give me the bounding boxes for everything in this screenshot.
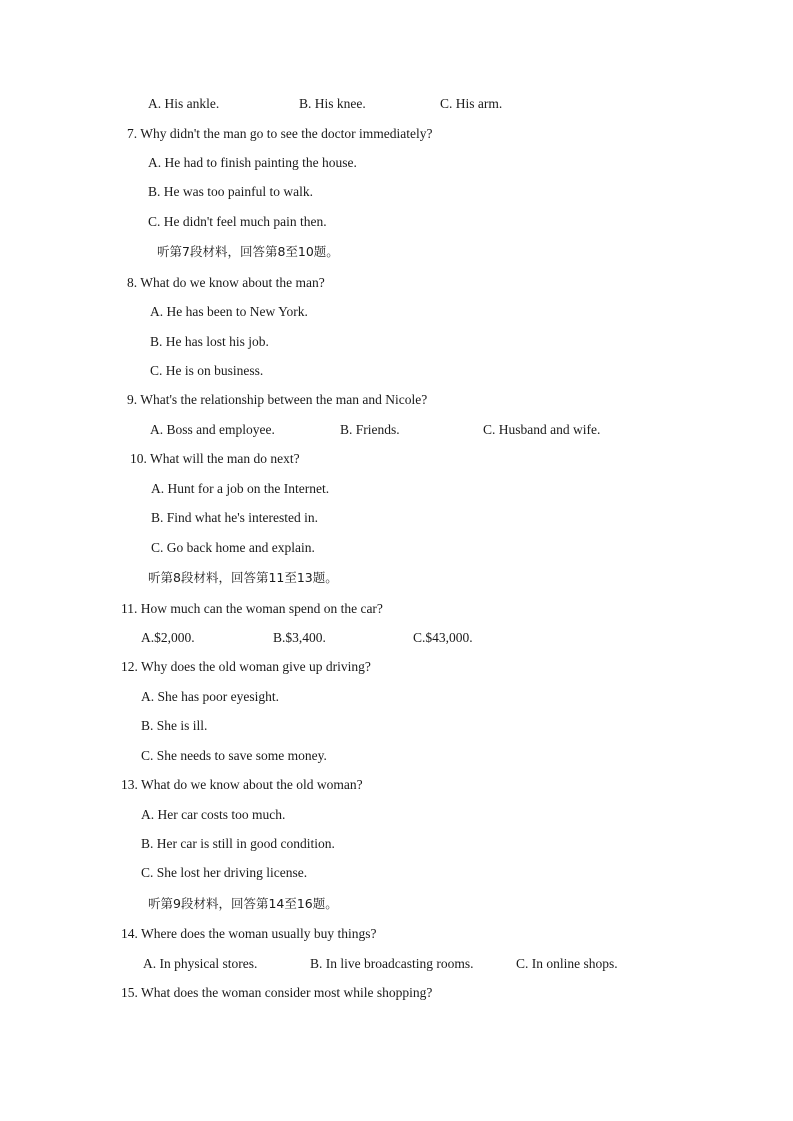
q7-option-c: C. He didn't feel much pain then. xyxy=(148,214,327,229)
q11-question: 11. How much can the woman spend on the car? xyxy=(121,601,383,616)
q13-question: 13. What do we know about the old woman? xyxy=(121,777,363,792)
q10-question: 10. What will the man do next? xyxy=(130,451,300,466)
q14-option-b: B. In live broadcasting rooms. xyxy=(310,956,474,971)
q12-question: 12. Why does the old woman give up driving? xyxy=(121,659,371,674)
q13-option-b: B. Her car is still in good condition. xyxy=(141,836,335,851)
q12-option-c: C. She needs to save some money. xyxy=(141,748,327,763)
q9-question: 9. What's the relationship between the man and Nicole? xyxy=(127,392,428,407)
q14-option-c: C. In online shops. xyxy=(516,956,618,971)
q14-question: 14. Where does the woman usually buy things? xyxy=(121,926,377,941)
q12-option-a: A. She has poor eyesight. xyxy=(141,689,279,704)
q8-option-b: B. He has lost his job. xyxy=(150,334,269,349)
q10-option-b: B. Find what he's interested in. xyxy=(151,510,319,525)
q8-option-a: A. He has been to New York. xyxy=(150,304,308,319)
q13-option-c: C. She lost her driving license. xyxy=(141,865,308,880)
q7-question: 7. Why didn't the man go to see the doctor immediately? xyxy=(127,126,433,141)
q13-option-a: A. Her car costs too much. xyxy=(141,807,286,822)
q9-option-b: B. Friends. xyxy=(340,422,400,437)
section-9-heading: 听第9段材料，回答第14至16题。 xyxy=(148,896,338,911)
q7-option-b: B. He was too painful to walk. xyxy=(148,184,313,199)
q15-question: 15. What does the woman consider most while shopping? xyxy=(121,985,433,1000)
q6-option-c: C. His arm. xyxy=(440,96,503,111)
q9-option-c: C. Husband and wife. xyxy=(483,422,601,437)
q11-option-b: B.$3,400. xyxy=(273,630,326,645)
q6-option-b: B. His knee. xyxy=(299,96,366,111)
q11-option-a: A.$2,000. xyxy=(141,630,195,645)
q12-option-b: B. She is ill. xyxy=(141,718,208,733)
q6-option-a: A. His ankle. xyxy=(148,96,220,111)
q9-option-a: A. Boss and employee. xyxy=(150,422,275,437)
q7-option-a: A. He had to finish painting the house. xyxy=(148,155,357,170)
q8-question: 8. What do we know about the man? xyxy=(127,275,325,290)
q14-option-a: A. In physical stores. xyxy=(143,956,258,971)
section-7-heading: 听第7段材料，回答第8至10题。 xyxy=(157,244,339,259)
q8-option-c: C. He is on business. xyxy=(150,363,264,378)
q10-option-a: A. Hunt for a job on the Internet. xyxy=(151,481,330,496)
q11-option-c: C.$43,000. xyxy=(413,630,473,645)
section-8-heading: 听第8段材料，回答第11至13题。 xyxy=(148,570,338,585)
q10-option-c: C. Go back home and explain. xyxy=(151,540,315,555)
